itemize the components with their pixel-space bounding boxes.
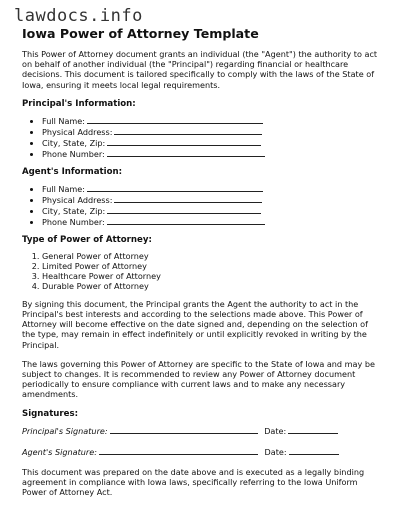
document-title: Iowa Power of Attorney Template xyxy=(22,26,259,41)
principal-full-name-blank[interactable] xyxy=(87,115,263,124)
agent-full-name-blank[interactable] xyxy=(87,183,263,192)
field-label: Phone Number: xyxy=(42,216,105,227)
agent-heading: Agent's Information: xyxy=(22,166,123,177)
type-item-limited: 2. Limited Power of Attorney xyxy=(42,261,380,271)
signatures-heading: Signatures: xyxy=(22,408,79,419)
agent-phone-number xyxy=(42,216,380,227)
principal-signature-label: Principal's Signature: xyxy=(22,425,108,436)
agent-full-name xyxy=(42,183,380,194)
type-heading: Type of Power of Attorney: xyxy=(22,234,152,245)
site-watermark: lawdocs.info xyxy=(14,6,143,26)
agent-phone-blank[interactable] xyxy=(107,216,265,225)
principal-phone-blank[interactable] xyxy=(107,148,265,157)
intro-paragraph: This Power of Attorney document grants an individual (the "Agent") the authority to act on behalf of another individual (the "Principal") regarding financial or healthcare decisions. This document is tailored specifically to comply with the laws of the State of Iowa, ensuring it meets local legal requirements. xyxy=(22,49,378,90)
field-label: Full Name: xyxy=(42,115,86,126)
closing-paragraph: This document was prepared on the date above and is executed as a legally binding agreement in compliance with Iowa laws, specifically referring to the Iowa Uniform Power of Attorney Act. xyxy=(22,466,365,498)
agent-physical-address xyxy=(42,194,380,205)
principal-signature-row xyxy=(22,425,380,436)
date-label: Date: xyxy=(264,425,287,436)
agent-fields xyxy=(22,183,380,227)
signing-paragraph: By signing this document, the Principal grants the Agent the authority to act in the Principal's best interests and according to the selections made above. This Power of Attorney will become effective on the date signed and, depending on the selection of the type, may remain in effect indefinitely or until explicitly revoked in writing by the Principal. xyxy=(22,298,368,350)
principal-date-blank[interactable] xyxy=(288,425,338,434)
date-label: Date: xyxy=(264,446,287,457)
principal-city-state-zip xyxy=(42,137,380,148)
agent-signature-label: Agent's Signature: xyxy=(22,446,97,457)
principal-city-blank[interactable] xyxy=(107,137,261,146)
agent-city-blank[interactable] xyxy=(107,205,261,214)
principal-heading: Principal's Information: xyxy=(22,98,136,109)
type-item-durable: 4. Durable Power of Attorney xyxy=(42,281,380,291)
type-list xyxy=(22,251,380,291)
principal-address-blank[interactable] xyxy=(114,126,262,135)
type-item-general: 1. General Power of Attorney xyxy=(42,251,380,261)
field-label: City, State, Zip: xyxy=(42,137,106,148)
principal-physical-address xyxy=(42,126,380,137)
agent-signature-blank[interactable] xyxy=(99,446,258,455)
agent-signature-row xyxy=(22,446,380,457)
field-label: Physical Address: xyxy=(42,194,113,205)
field-label: City, State, Zip: xyxy=(42,205,106,216)
principal-full-name xyxy=(42,115,380,126)
principal-phone-number xyxy=(42,148,380,159)
field-label: Physical Address: xyxy=(42,126,113,137)
type-item-healthcare: 3. Healthcare Power of Attorney xyxy=(42,271,380,281)
agent-address-blank[interactable] xyxy=(114,194,262,203)
field-label: Phone Number: xyxy=(42,148,105,159)
agent-date-blank[interactable] xyxy=(289,446,339,455)
field-label: Full Name: xyxy=(42,183,86,194)
laws-paragraph: The laws governing this Power of Attorney are specific to the State of Iowa and may be subject to changes. It is recommended to review any Power of Attorney document periodically to ensure compliance with current laws and to make any necessary amendments. xyxy=(22,358,375,400)
principal-signature-blank[interactable] xyxy=(110,425,258,434)
agent-city-state-zip xyxy=(42,205,380,216)
principal-fields xyxy=(22,115,380,159)
